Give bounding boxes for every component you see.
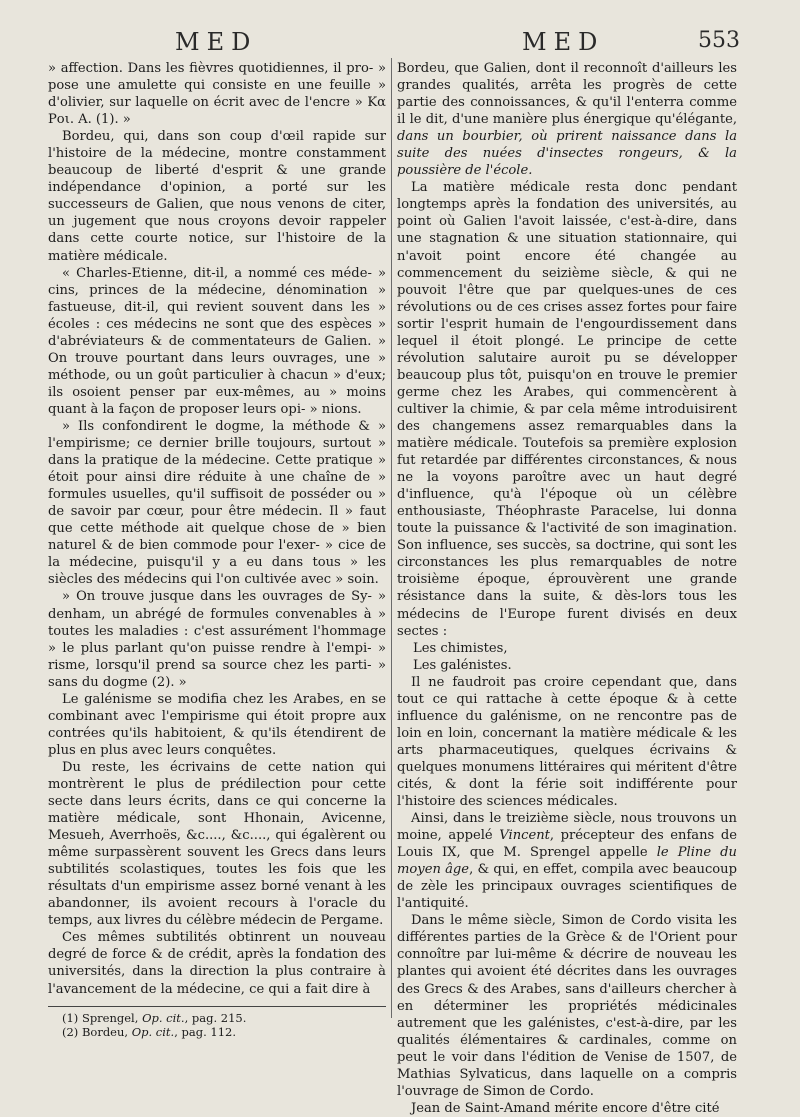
paragraph: Bordeu, qui, dans son coup d'œil rapide sur l'histoire de la médecine, montre constamment beaucoup de liberté d'esprit & une grande indépendance d'opinion, a porté sur les successeurs de Galien, que nous venons de citer, un jugement que nous croyons devoir rappeler dans cette courte notice, sur l'histoire de la matière médicale. [48, 129, 386, 264]
paragraph: » On trouve jusque dans les ouvrages de Sy- » denham, un abrégé de formules convenables à » toutes les maladies : c'est assurément l'hommage » le plus parlant qu'on puisse rendre à l'empi- » risme, lorsqu'il prend sa source chez les parti- » sans du dogme (2). » [48, 589, 386, 690]
footnote-1: (1) Sprengel, Op. cit., pag. 215. [62, 1010, 247, 1025]
list-item: Les galénistes. [413, 657, 512, 673]
running-head-right: MED [522, 28, 605, 56]
column-divider [391, 58, 392, 1018]
paragraph: Le galénisme se modifia chez les Arabes, en se combinant avec l'empirisme qui étoit propre aux contrées qu'ils habitoient, & qu'ils étendirent de plus en plus avec leurs conquêtes. [48, 691, 386, 758]
paragraph: Il ne faudroit pas croire cependant que, dans tout ce qui rattache à cette époque & à cette influence du galénisme, on ne rencontre pas de loin en loin, concernant la matière médicale & les arts pharmaceutiques, quelques écrivains & quelques monumens littéraires qui méritent d'être cités, & dont la férie soit indifférente pour l'histoire des sciences médicales. [397, 674, 737, 810]
running-head-left: MED [175, 28, 258, 56]
paragraph: Ainsi, dans le treizième siècle, nous trouvons un moine, appelé Vincent, précepteur des enfans de Louis IX, que M. Sprengel appelle le Pline du moyen âge, & qui, en effet, compila avec beaucoup de zèle les principaux ouvrages scientifiques de l'antiquité. [397, 811, 738, 912]
page-number: 553 [698, 28, 740, 53]
paragraph: La matière médicale resta donc pendant longtemps après la fondation des universités, au point où Galien l'avoit laissée, c'est-à-dire, dans une stagnation & une situation stationnaire, qui n'avoit point encore été changée au commencement du seizième siècle, & qui ne pouvoit l'être que par quelques-unes de ces révolutions ou de ces crises assez fortes pour faire sortir l'esprit humain de l'engourdissement dans lequel il étoit plongé. Le principe de cette révolution salutaire auroit pu se développer beaucoup plus tôt, puisqu'on en trouve le premier germe chez les Arabes, qui commencèrent à cultiver la chimie, & par cela même introduisirent des changemens assez remarquables dans la matière médicale. Toutefois sa première explosion fut retardée par différentes circonstances, & nous ne la voyons paroître avec un haut degré d'influence, qu'à l'époque où un célèbre enthousiaste, Théophraste Paracelse, lui donna toute la puissance & l'activité de son imagination. Son influence, ses succès, sa doctrine, qui sont les circonstances les plus remarquables de notre troisième époque, éprouvèrent une grande résistance dans la suite, & dès-lors tous les médecins de l'Europe furent divisés en deux sectes : [397, 180, 737, 639]
paragraph: Bordeu, que Galien, dont il reconnoît d'ailleurs les grandes qualités, arrêta les progrès de cette partie des connoissances, & qu'il l'enterra comme il le dit, d'une manière plus énergique qu'élégante, dans un bourbier, où prirent naissance dans la suite des nuées d'insectes rongeurs, & la poussière de l'école. [397, 61, 737, 179]
paragraph: « Charles-Etienne, dit-il, a nommé ces méde- » cins, princes de la médecine, dénomination » fastueuse, dit-il, qui revient souvent dans les » écoles : ces médecins ne sont que des espèces » d'abréviateurs & de commentateurs de Galien. » On trouve pourtant dans leurs ouvrages, une » méthode, ou un goût particulier à chacun » d'eux; ils osoient penser par eux-mêmes, au » moins quant à la façon de proposer leurs opi- » nions. [48, 265, 386, 417]
paragraph: » Ils confondirent le dogme, la méthode & » l'empirisme; ce dernier brille toujours, surtout » dans la pratique de la médecine. Cette pratique » étoit pour ainsi dire réduite à une chaîne de » formules usuelles, qu'il suffisoit de posséder ou » de savoir par cœur, pour être médecin. Il » faut que cette méthode ait quelque chose de » bien naturel & de bien commode pour l'exer- » cice de la médecine, puisqu'il y a eu dans tous » les siècles des médecins qui l'on cultivée avec » soin. [48, 418, 386, 588]
paragraph: Jean de Saint-Amand mérite encore d'être cité [411, 1100, 720, 1116]
paragraph: Ces mêmes subtilités obtinrent un nouveau degré de force & de crédit, après la fondation des universités, dans la direction la plus contraire à l'avancement de la médecine, ce qui a fait dire à [48, 930, 386, 997]
list-item: Les chimistes, [413, 640, 508, 656]
paragraph: Dans le même siècle, Simon de Cordo visita les différentes parties de la Grèce & de l'Orient pour connoître par lui-même & décrire de nouveau les plantes qui avoient été décrites dans les ouvrages des Grecs & des Arabes, sans d'ailleurs chercher à en déterminer les propriétés médicinales autrement que les galénistes, c'est-à-dire, par les qualités élémentaires & cardinales, comme on peut le voir dans l'édition de Venise de 1507, de Mathias Sylvaticus, dans laquelle on a compris l'ouvrage de Simon de Cordo. [397, 913, 737, 1099]
paragraph: » affection. Dans les fièvres quotidiennes, il pro- » pose une amulette qui consiste en une feuille » d'olivier, sur laquelle on écrit avec de l'encre » Κα Ροι. A. (1). » [48, 61, 386, 128]
right-column [397, 60, 737, 1117]
left-column [48, 60, 386, 1039]
footnote-rule [48, 1006, 386, 1007]
footnote-2: (2) Bordeu, Op. cit., pag. 112. [62, 1024, 237, 1039]
paragraph: Du reste, les écrivains de cette nation qui montrèrent le plus de prédilection pour cette secte dans leurs écrits, dans ce qui concerne la matière médicale, sont Hhonain, Avicenne, Mesueh, Averrhoës, &c...., &c...., qui égalèrent ou même surpassèrent souvent les Grecs dans leurs subtilités scolastiques, toutes les fois que les résultats d'un empirisme assez borné venant à les abandonner, ils avoient recours à l'oracle du temps, aux livres du célèbre médecin de Pergame. [48, 759, 386, 929]
